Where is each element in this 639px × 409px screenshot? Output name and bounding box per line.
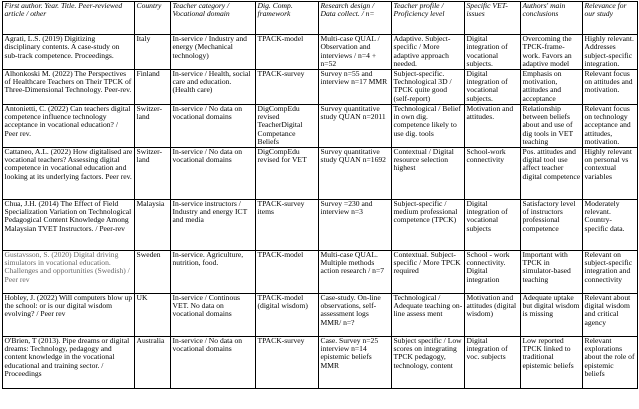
- cell-profile: Subject-specific. Technological 3D / TPCK quite good (self-report): [392, 69, 465, 104]
- table-row: [3, 250, 638, 293]
- cell-design: Survey quantitative study QUAN n=2011: [319, 104, 392, 147]
- cell-conclusions: Relationship between beliefs about and use of dig tools in VET teaching: [521, 104, 583, 147]
- cell-design: Multi-case QUAL / Observation and interviews / n=4 + n=52: [319, 35, 392, 70]
- header-teacher-profile: Teacher profile / Proficiency level: [392, 2, 465, 35]
- cell-relevance: Moderately relevant. Country-specific data.: [583, 199, 638, 250]
- cell-conclusions: Important with TPCK in simulator-based teaching: [521, 250, 583, 293]
- cell-conclusions: Low reported TPCK linked to traditional epistemic beliefs: [521, 336, 583, 388]
- cell-profile: Technological / Belief in own dig. competence likely to use dig. tools: [392, 104, 465, 147]
- cell-relevance: Relevant focus on attitudes and motivation.: [583, 69, 638, 104]
- table-row: [3, 336, 638, 388]
- cell-profile: Adaptive. Subject-specific / More adaptive approach needed.: [392, 35, 465, 70]
- cell-profile: Subject-specific / medium professional competence (TPCK): [392, 199, 465, 250]
- cell-design: Case-study. On-line observations, self-assessment logs MMR/ n=?: [319, 293, 392, 336]
- cell-author: Cattaneo, A.L. (2022) How digitalised are vocational teachers? Assessing digital competence in vocational education and looking at its underlying factors. Peer rev.: [3, 147, 135, 199]
- cell-design: Survey =230 and interview n=3: [319, 199, 392, 250]
- header-vet-issues: Specific VET-issues: [465, 2, 521, 35]
- review-table-container: [2, 1, 637, 389]
- cell-teacher: In-service / Health, social care and education. (Health care): [171, 69, 256, 104]
- cell-country: Malaysia: [135, 199, 171, 250]
- cell-vet: Digital integration of voc. subjects: [465, 336, 521, 388]
- cell-vet: School-work connectivity: [465, 147, 521, 199]
- cell-country: Switzer-land: [135, 147, 171, 199]
- literature-review-table: [2, 1, 638, 389]
- cell-design: Multi-case QUAL. Multiple methods action research / n=7: [319, 250, 392, 293]
- cell-teacher: In-service instructors / Industry and energy ICT and media: [171, 199, 256, 250]
- table-row: [3, 147, 638, 199]
- cell-country: Finland: [135, 69, 171, 104]
- cell-conclusions: Overcoming the TPCK-frame-work. Favors an adaptive model: [521, 35, 583, 70]
- cell-author: Gustavsson, S. (2020) Digital driving simulators in vocational education. Challenges and opportunities (Swedish) / Peer rev: [3, 250, 135, 293]
- header-research-design: Research design / Data collect. / n=: [319, 2, 392, 35]
- table-row: [3, 69, 638, 104]
- table-row: [3, 293, 638, 336]
- cell-conclusions: Pos. attitudes and digital tool use affect teacher digital competence: [521, 147, 583, 199]
- cell-relevance: Highly relevant on personal vs contextual variables: [583, 147, 638, 199]
- cell-vet: Digital integration of vocational subjects.: [465, 35, 521, 70]
- cell-vet: Digital integration of vocational subjects.: [465, 69, 521, 104]
- cell-country: Australia: [135, 336, 171, 388]
- cell-country: Switzer-land: [135, 104, 171, 147]
- table-row: [3, 104, 638, 147]
- header-relevance: Relevance for our study: [583, 2, 638, 35]
- cell-author: Antonietti, C. (2022) Can teachers digital competence influence technology acceptance in vocational education? / Peer rev.: [3, 104, 135, 147]
- cell-relevance: Relevant about digital wisdom and critical agency: [583, 293, 638, 336]
- cell-conclusions: Emphasis on motivation, attitudes and acceptance: [521, 69, 583, 104]
- cell-vet: Motivation and attitudes.: [465, 104, 521, 147]
- cell-framework: TPACK-model: [256, 250, 319, 293]
- cell-profile: Subject specific / Low scores on integrating TPCK pedagogy, technology, content: [392, 336, 465, 388]
- header-conclusions: Authors' main conclusions: [521, 2, 583, 35]
- cell-framework: DigCompEdu revised TeacherDigital Competance Beliefs: [256, 104, 319, 147]
- cell-author: Alhonkoski M. (2022) The Perspectives of Healthcare Teachers on Their TPCK of Three-Dimensional Technology. Peer-rev.: [3, 69, 135, 104]
- table-row: [3, 35, 638, 70]
- cell-teacher: In-service / No data on vocational domains: [171, 147, 256, 199]
- cell-vet: Digital integration of vocational subjects: [465, 199, 521, 250]
- cell-relevance: Relevant on subject-specific integration and connectivity: [583, 250, 638, 293]
- cell-design: Case. Survey n=25 interview n=14 epistemic beliefs MMR: [319, 336, 392, 388]
- cell-design: Survey quantitative study QUAN n=1692: [319, 147, 392, 199]
- cell-country: UK: [135, 293, 171, 336]
- cell-framework: TPACK-survey items: [256, 199, 319, 250]
- cell-vet: School - work connectivity. Digital integration: [465, 250, 521, 293]
- cell-framework: TPACK-survey: [256, 336, 319, 388]
- cell-teacher: In-service / No data on vocational domains: [171, 336, 256, 388]
- cell-profile: Technological / Adequate teaching on-line assess ment: [392, 293, 465, 336]
- cell-author: Hobley, J. (2022) Will computers blow up the school: or is our digital wisdom evolving? / Peer rev: [3, 293, 135, 336]
- header-teacher-category: Teacher category / Vocational domain: [171, 2, 256, 35]
- cell-vet: Motivation and attitudes (digital wisdom): [465, 293, 521, 336]
- header-author: First author. Year. Title. Peer-reviewed article / other: [3, 2, 135, 35]
- cell-country: Italy: [135, 35, 171, 70]
- header-row: [3, 2, 638, 35]
- cell-teacher: In-service / Continous VET. No data on vocational domains: [171, 293, 256, 336]
- header-framework: Dig. Comp. framework: [256, 2, 319, 35]
- cell-relevance: Highly relevant. Addresses subject-specific integration.: [583, 35, 638, 70]
- cell-conclusions: Adequate uptake but digital wisdom is missing: [521, 293, 583, 336]
- cell-teacher: In-service. Agriculture, nutrition, food.: [171, 250, 256, 293]
- cell-relevance: Relevant explorations about the role of epistemic beliefs: [583, 336, 638, 388]
- cell-teacher: In-service / No data on vocational domains: [171, 104, 256, 147]
- cell-framework: TPACK-model: [256, 35, 319, 70]
- cell-author: O'Brien, T (2013). Pipe dreams or digital dreams: Technology, pedagogy and content knowledge in the vocational educational and training sector. / Proceedings: [3, 336, 135, 388]
- cell-design: Survey n=55 and interview n=17 MMR: [319, 69, 392, 104]
- cell-framework: TPACK-survey: [256, 69, 319, 104]
- cell-framework: DigCompEdu revised for VET: [256, 147, 319, 199]
- header-country: Country: [135, 2, 171, 35]
- cell-conclusions: Satisfactory level of instructors professional competence: [521, 199, 583, 250]
- cell-framework: TPACK-model (digital wisdom): [256, 293, 319, 336]
- table-row: [3, 199, 638, 250]
- cell-teacher: In-service / Industry and energy (Mechanical technology): [171, 35, 256, 70]
- cell-country: Sweden: [135, 250, 171, 293]
- cell-profile: Contextual. Subject-specific / More TPCK required: [392, 250, 465, 293]
- cell-profile: Contextual / Digital resource selection highest: [392, 147, 465, 199]
- cell-relevance: Relevant focus on technology acceptance and attitudes, motivation.: [583, 104, 638, 147]
- cell-author: Chua, J.H. (2014) The Effect of Field Specialization Variation on Technological Pedagogical Content Knowledge Among Malaysian TVET Instructors. / Peer-rev: [3, 199, 135, 250]
- cell-author: Agrati, L.S. (2019) Digitizing disciplinary contents. A case-study on sub-track competence. Proceedings.: [3, 35, 135, 70]
